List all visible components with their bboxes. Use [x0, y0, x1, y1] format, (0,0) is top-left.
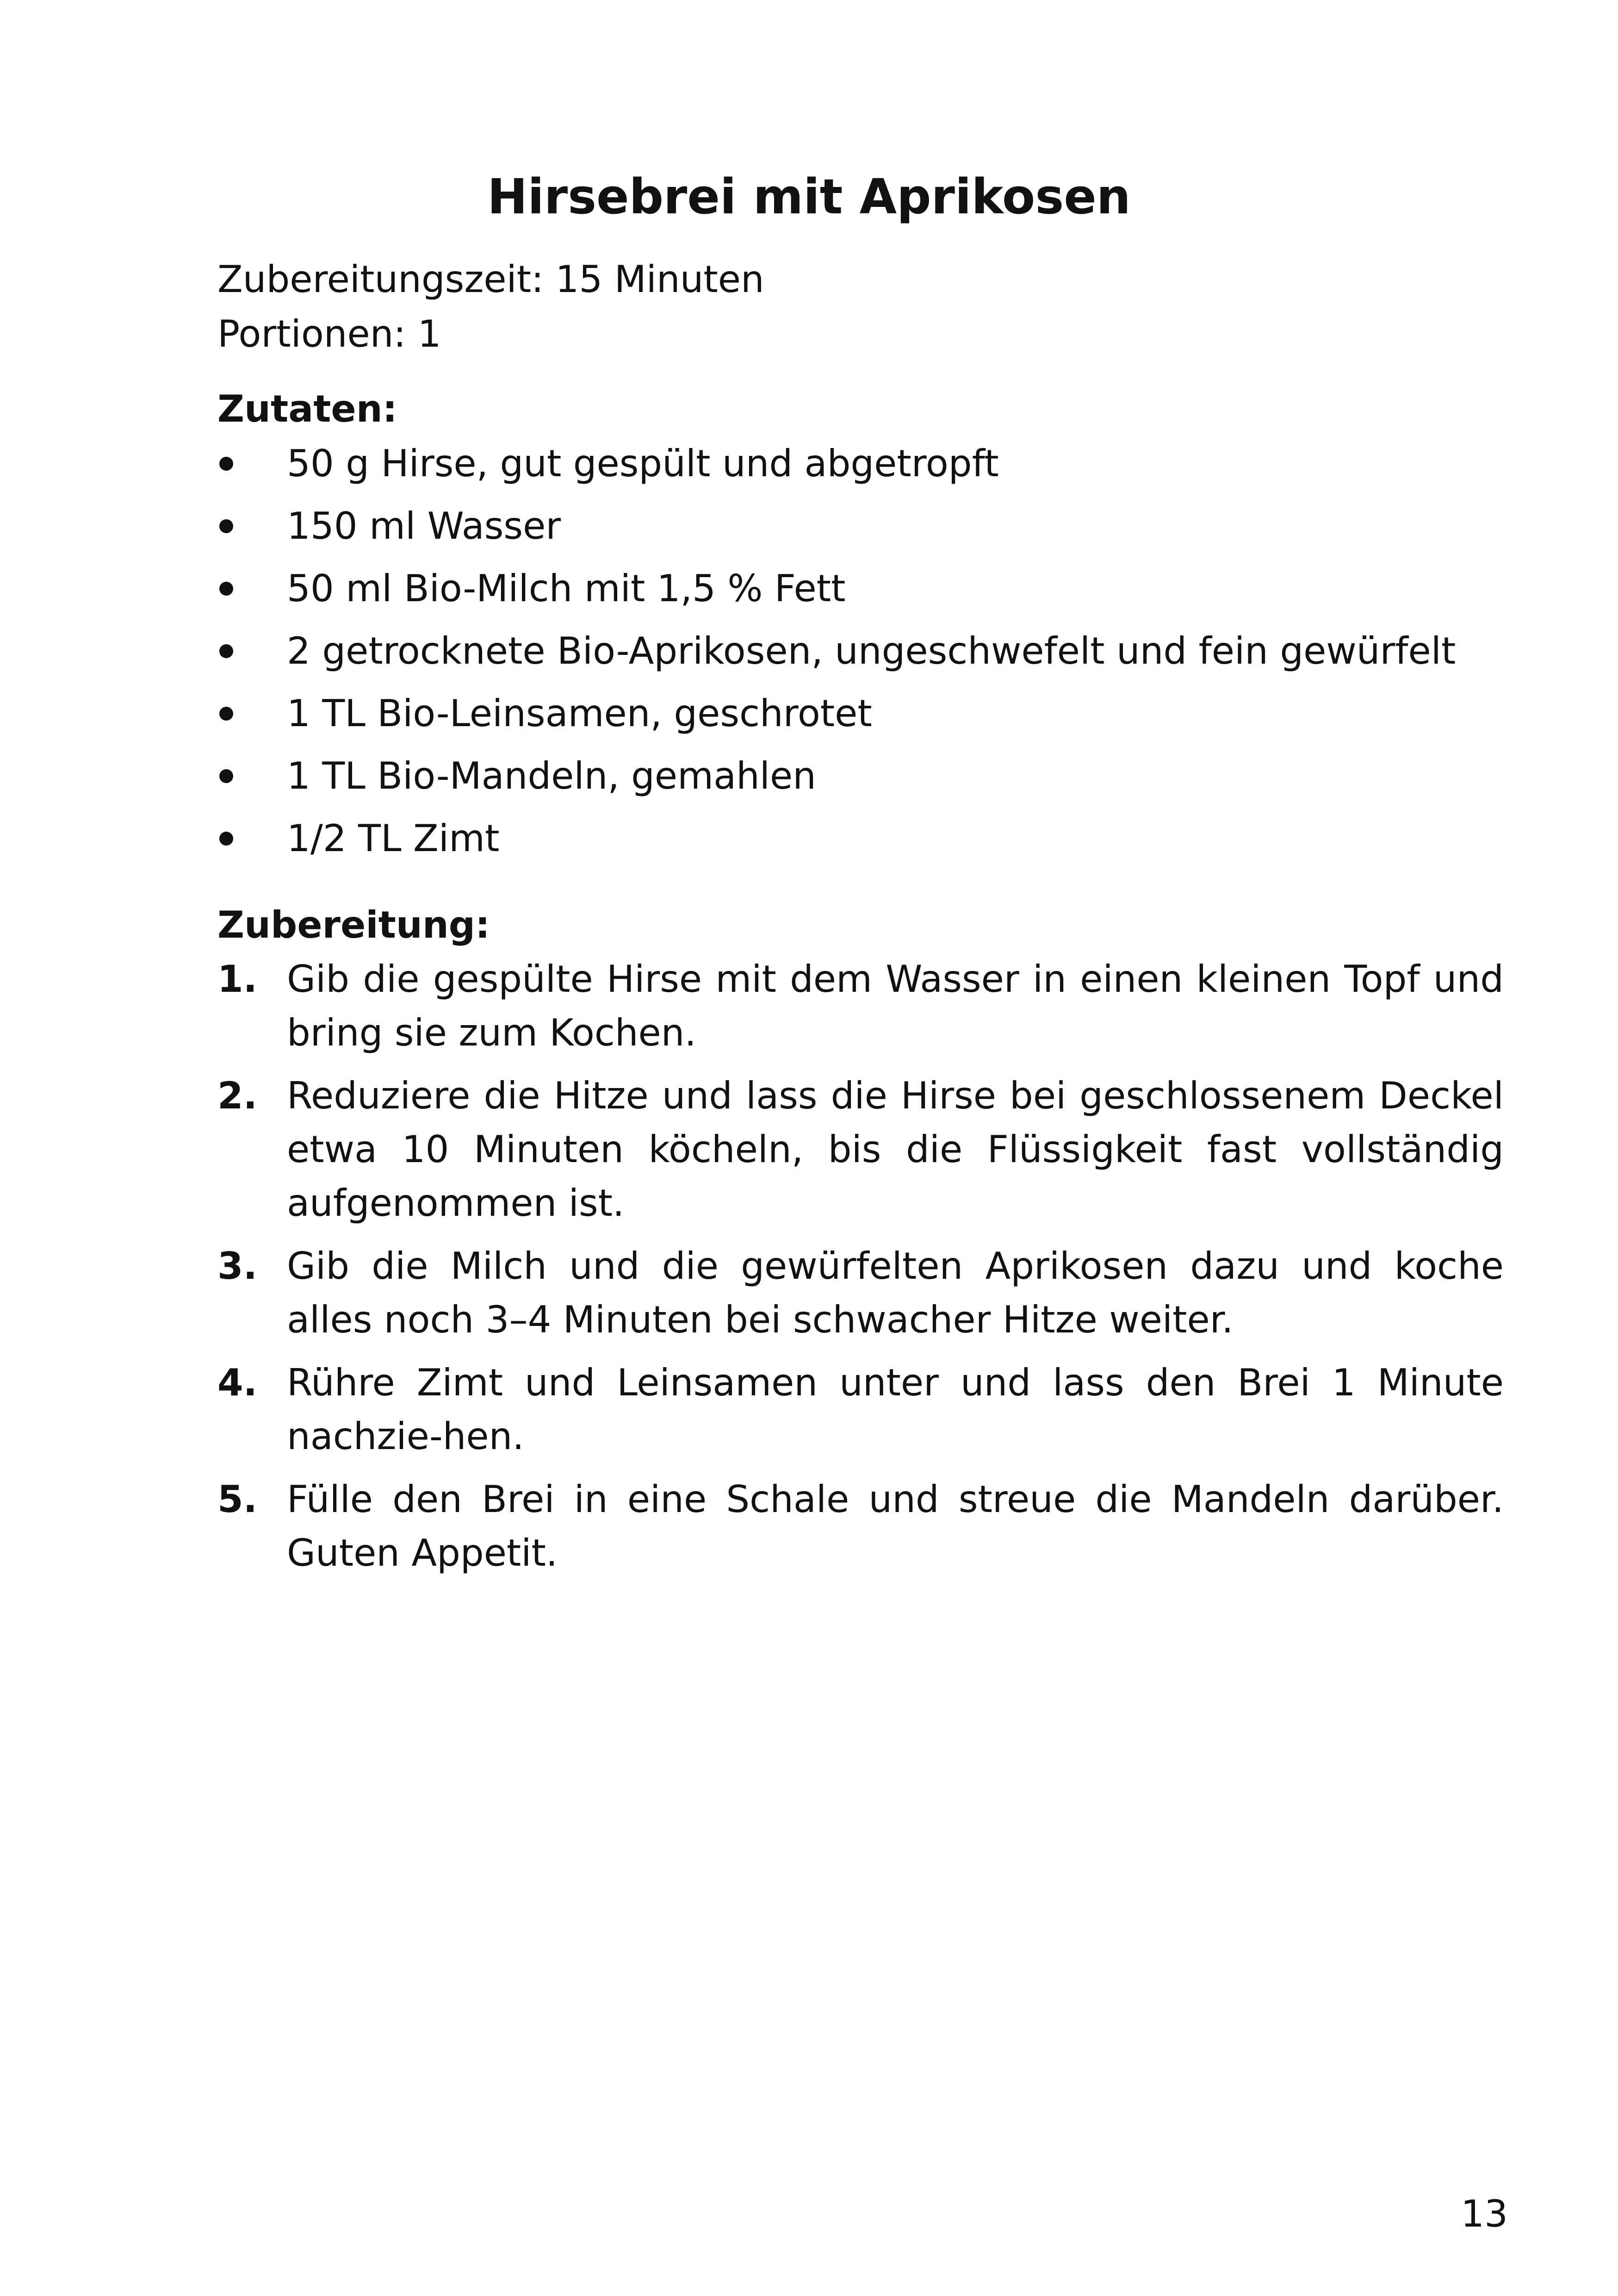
ingredient-item	[217, 436, 1504, 499]
step-item	[217, 952, 1504, 1060]
page-number: 13	[1461, 2192, 1508, 2235]
step-text: Gib die gespülte Hirse mit dem Wasser in einen kleinen Topf und bring sie zum Kochen.	[287, 958, 1504, 1054]
servings: Portionen: 1	[217, 312, 441, 355]
step-text: Gib die Milch und die gewürfelten Aprikosen dazu und koche alles noch 3–4 Minuten bei schwacher Hitze weiter.	[287, 1244, 1504, 1341]
prep-time: Zubereitungszeit: 15 Minuten	[217, 258, 764, 301]
bullet-icon	[219, 707, 233, 721]
step-item	[217, 1473, 1504, 1580]
step-number: 4.	[217, 1361, 258, 1404]
ingredient-text: 2 getrocknete Bio-Aprikosen, ungeschwefelt und fein gewürfelt	[287, 629, 1456, 672]
ingredient-text: 1 TL Bio-Mandeln, gemahlen	[287, 754, 816, 797]
bullet-icon	[219, 457, 233, 471]
ingredient-item	[217, 624, 1504, 686]
bullet-icon	[219, 832, 233, 846]
step-text: Fülle den Brei in eine Schale und streue die Mandeln darüber. Guten Appetit.	[287, 1478, 1504, 1574]
step-item	[217, 1239, 1504, 1347]
ingredient-item	[217, 749, 1504, 811]
ingredients-list	[217, 436, 1504, 874]
ingredient-item	[217, 686, 1504, 749]
preparation-steps	[217, 952, 1504, 1589]
bullet-icon	[219, 582, 233, 596]
ingredient-text: 1/2 TL Zimt	[287, 817, 500, 860]
bullet-icon	[219, 769, 233, 783]
preparation-heading: Zubereitung:	[217, 903, 490, 946]
ingredient-item	[217, 811, 1504, 874]
step-text: Reduziere die Hitze und lass die Hirse bei geschlossenem Deckel etwa 10 Minuten köcheln, bis die Flüssigkeit fast vollständig aufgenommen ist.	[287, 1074, 1504, 1225]
step-number: 5.	[217, 1478, 258, 1521]
step-number: 1.	[217, 958, 258, 1001]
step-item	[217, 1069, 1504, 1230]
bullet-icon	[219, 519, 233, 533]
step-item	[217, 1356, 1504, 1463]
step-number: 3.	[217, 1244, 258, 1288]
step-number: 2.	[217, 1074, 258, 1117]
ingredients-heading: Zutaten:	[217, 387, 397, 430]
ingredient-text: 50 ml Bio-Milch mit 1,5 % Fett	[287, 567, 846, 610]
ingredient-item	[217, 561, 1504, 624]
ingredient-text: 150 ml Wasser	[287, 504, 561, 548]
ingredient-text: 50 g Hirse, gut gespült und abgetropft	[287, 442, 999, 485]
step-text: Rühre Zimt und Leinsamen unter und lass den Brei 1 Minute nachzie-hen.	[287, 1361, 1504, 1458]
ingredient-text: 1 TL Bio-Leinsamen, geschrotet	[287, 692, 872, 735]
bullet-icon	[219, 644, 233, 658]
recipe-title: Hirsebrei mit Aprikosen	[487, 168, 1131, 225]
ingredient-item	[217, 499, 1504, 561]
recipe-meta	[217, 252, 764, 361]
